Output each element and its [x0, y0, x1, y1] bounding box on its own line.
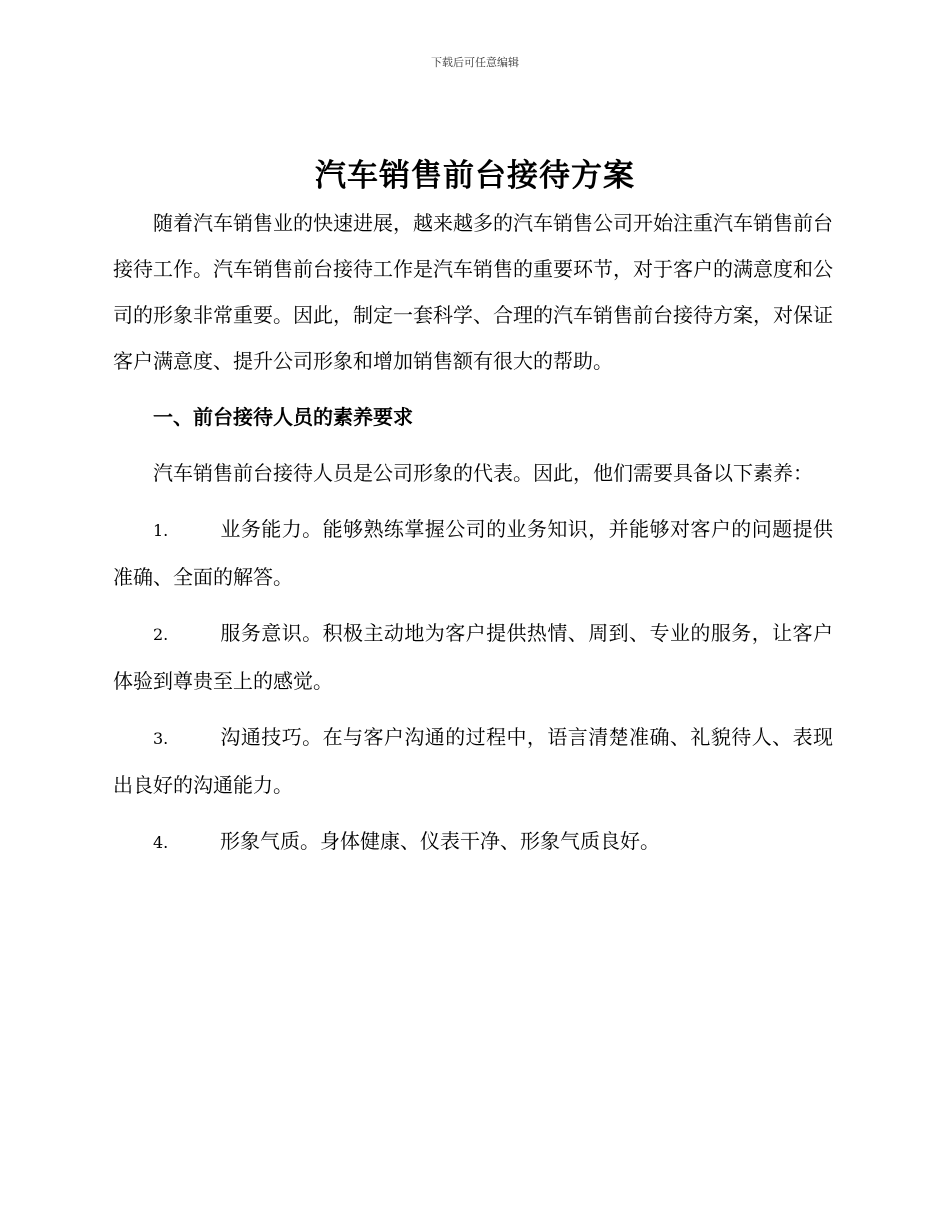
- list-number: 1.: [153, 521, 169, 540]
- list-item: [113, 818, 833, 866]
- document-title: 汽车销售前台接待方案: [315, 158, 635, 194]
- list-number: 3.: [153, 729, 169, 748]
- header-note: 下载后可任意编辑: [431, 56, 519, 69]
- list-number: 4.: [153, 833, 169, 852]
- section-heading: 一、前台接待人员的素养要求: [153, 405, 413, 429]
- list-text: 服务意识。积极主动地为客户提供热情、周到、专业的服务，让客户体验到尊贵至上的感觉。: [113, 621, 833, 693]
- list-text: 形象气质。身体健康、仪表干净、形象气质良好。: [220, 829, 660, 853]
- list-text: 业务能力。能够熟练掌握公司的业务知识，并能够对客户的问题提供准确、全面的解答。: [113, 517, 833, 589]
- list-item: [113, 610, 833, 704]
- intro-paragraph: 随着汽车销售业的快速进展，越来越多的汽车销售公司开始注重汽车销售前台接待工作。汽车销售前台接待工作是汽车销售的重要环节，对于客户的满意度和公司的形象非常重要。因此，制定一套科学、合理的汽车销售前台接待方案，对保证客户满意度、提升公司形象和增加销售额有很大的帮助。: [113, 211, 833, 373]
- list-item: [113, 506, 833, 600]
- document-body: [113, 200, 833, 866]
- list-number: 2.: [153, 625, 169, 644]
- section-paragraph: 汽车销售前台接待人员是公司形象的代表。因此，他们需要具备以下素养：: [153, 461, 813, 485]
- list-text: 沟通技巧。在与客户沟通的过程中，语言清楚准确、礼貌待人、表现出良好的沟通能力。: [113, 725, 833, 797]
- list-item: [113, 714, 833, 808]
